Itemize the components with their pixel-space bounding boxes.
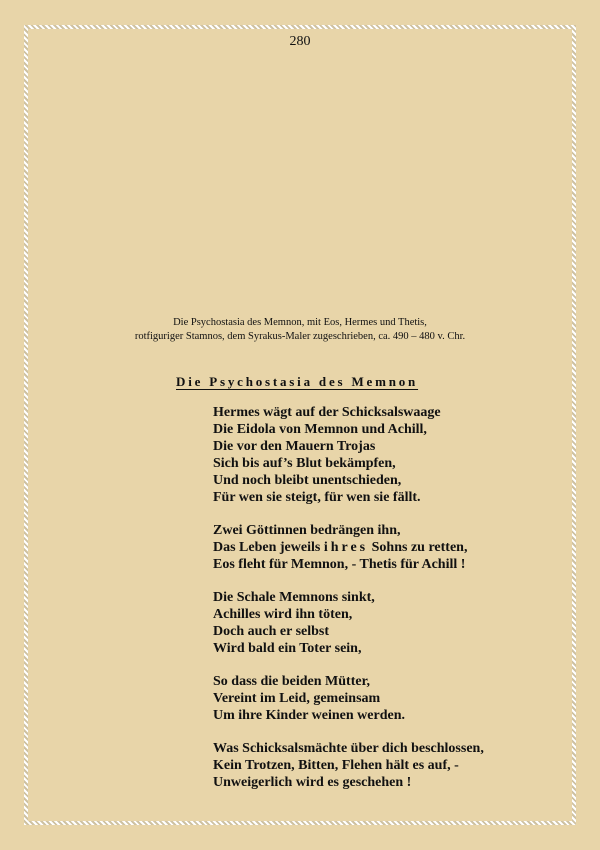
poem-line [213, 539, 484, 556]
poem-line: Kein Trotzen, Bitten, Flehen hält es auf, - [213, 758, 459, 773]
poem-line: Zwei Göttinnen bedrängen ihn, [213, 523, 401, 538]
poem-line: Achilles wird ihn töten, [213, 607, 353, 622]
stanza-5 [213, 740, 484, 791]
poem-line-end: Sohns zu retten, [368, 540, 468, 555]
poem-line: Die vor den Mauern Trojas [213, 439, 376, 454]
poem-line: Was Schicksalsmächte über dich beschlossen, [213, 741, 484, 756]
stanza-4 [213, 673, 484, 724]
stanza-3 [213, 589, 484, 657]
poem-line: Wird bald ein Toter sein, [213, 641, 362, 656]
caption-line-2: rotfiguriger Stamnos, dem Syrakus-Maler zugeschrieben, ca. 490 – 480 v. Chr. [134, 331, 466, 342]
poem-line: Die Schale Memnons sinkt, [213, 590, 375, 605]
poem-line: Eos fleht für Memnon, - Thetis für Achill ! [213, 557, 466, 572]
poem-line: Unweigerlich wird es geschehen ! [213, 775, 412, 790]
poem-title: Die Psychostasia des Memnon [176, 374, 419, 389]
poem-line: Und noch bleibt unentschieden, [213, 473, 402, 488]
poem-line: Hermes wägt auf der Schicksalswaage [213, 405, 441, 420]
caption-line-1: Die Psychostasia des Memnon, mit Eos, Hermes und Thetis, [173, 317, 427, 328]
poem-line: So dass die beiden Mütter, [213, 674, 371, 689]
poem-line-start: Das Leben jeweils [213, 540, 324, 555]
page-number: 280 [289, 34, 311, 49]
poem-line: Doch auch er selbst [213, 624, 330, 639]
poem-line: Vereint im Leid, gemeinsam [213, 691, 381, 706]
emphasized-word: ihres [323, 540, 369, 555]
stanza-1 [213, 404, 484, 506]
image-caption [0, 316, 600, 344]
poem-line: Sich bis auf’s Blut bekämpfen, [213, 456, 396, 471]
poem-line: Die Eidola von Memnon und Achill, [213, 422, 427, 437]
poem-line: Um ihre Kinder weinen werden. [213, 708, 405, 723]
poem-line: Für wen sie steigt, für wen sie fällt. [213, 490, 421, 505]
poem-body [213, 404, 484, 807]
stanza-2 [213, 522, 484, 573]
